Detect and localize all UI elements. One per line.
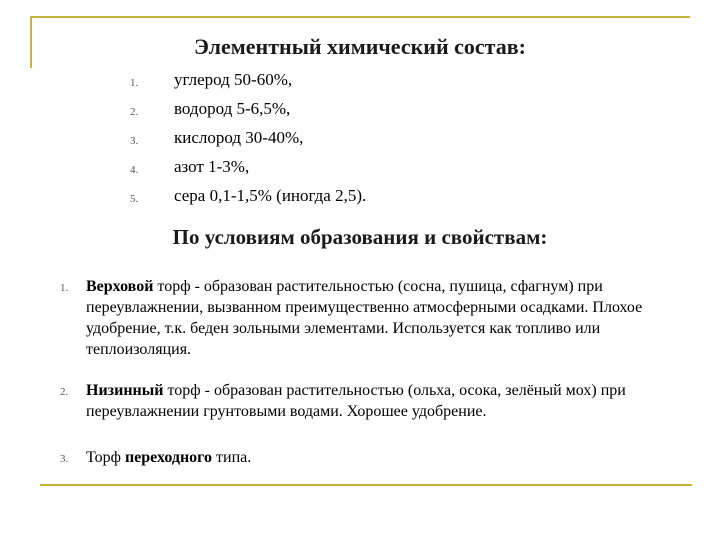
item-number: 1.	[60, 282, 69, 294]
item-description: торф - образован растительностью (ольха, осока, зелёный мох) при переувлажнении грунтовыми водами. Хорошее удобрение.	[86, 382, 626, 420]
peat-type-lowland: Низинный	[86, 382, 164, 399]
item-prefix: Торф	[86, 449, 125, 466]
item-text	[86, 380, 676, 422]
item-number: 2.	[130, 106, 139, 118]
item-number: 3.	[60, 453, 69, 465]
composition-title: Элементный химический состав:	[194, 34, 526, 59]
item-text: углерод 50-60%,	[174, 70, 293, 89]
item-description: типа.	[212, 449, 252, 466]
item-number: 2.	[60, 386, 69, 398]
item-description: торф - образован растительностью (сосна, пушица, сфагнум) при переувлажнении, вызванном преимущественно атмосферными осадками. Плохое удобрение, т.к. беден зольными элементами. Используется как топливо или теплоизоляция.	[86, 278, 643, 358]
item-text: водород 5-6,5%,	[174, 99, 291, 118]
item-text	[86, 447, 676, 468]
item-text: сера 0,1-1,5% (иногда 2,5).	[174, 186, 367, 205]
peat-type-transitional: переходного	[124, 449, 213, 466]
item-number: 3.	[130, 135, 139, 147]
item-number: 1.	[130, 77, 139, 89]
item-text: кислород 30-40%,	[174, 128, 304, 147]
item-number: 4.	[130, 164, 139, 176]
frame-top-line	[30, 16, 690, 18]
item-text	[86, 276, 676, 360]
formation-title: По условиям образования и свойствам:	[172, 225, 548, 249]
frame-bottom-line	[40, 484, 692, 486]
item-text: азот 1-3%,	[174, 157, 250, 176]
item-number: 5.	[130, 193, 139, 205]
peat-type-upland: Верховой	[86, 278, 154, 295]
